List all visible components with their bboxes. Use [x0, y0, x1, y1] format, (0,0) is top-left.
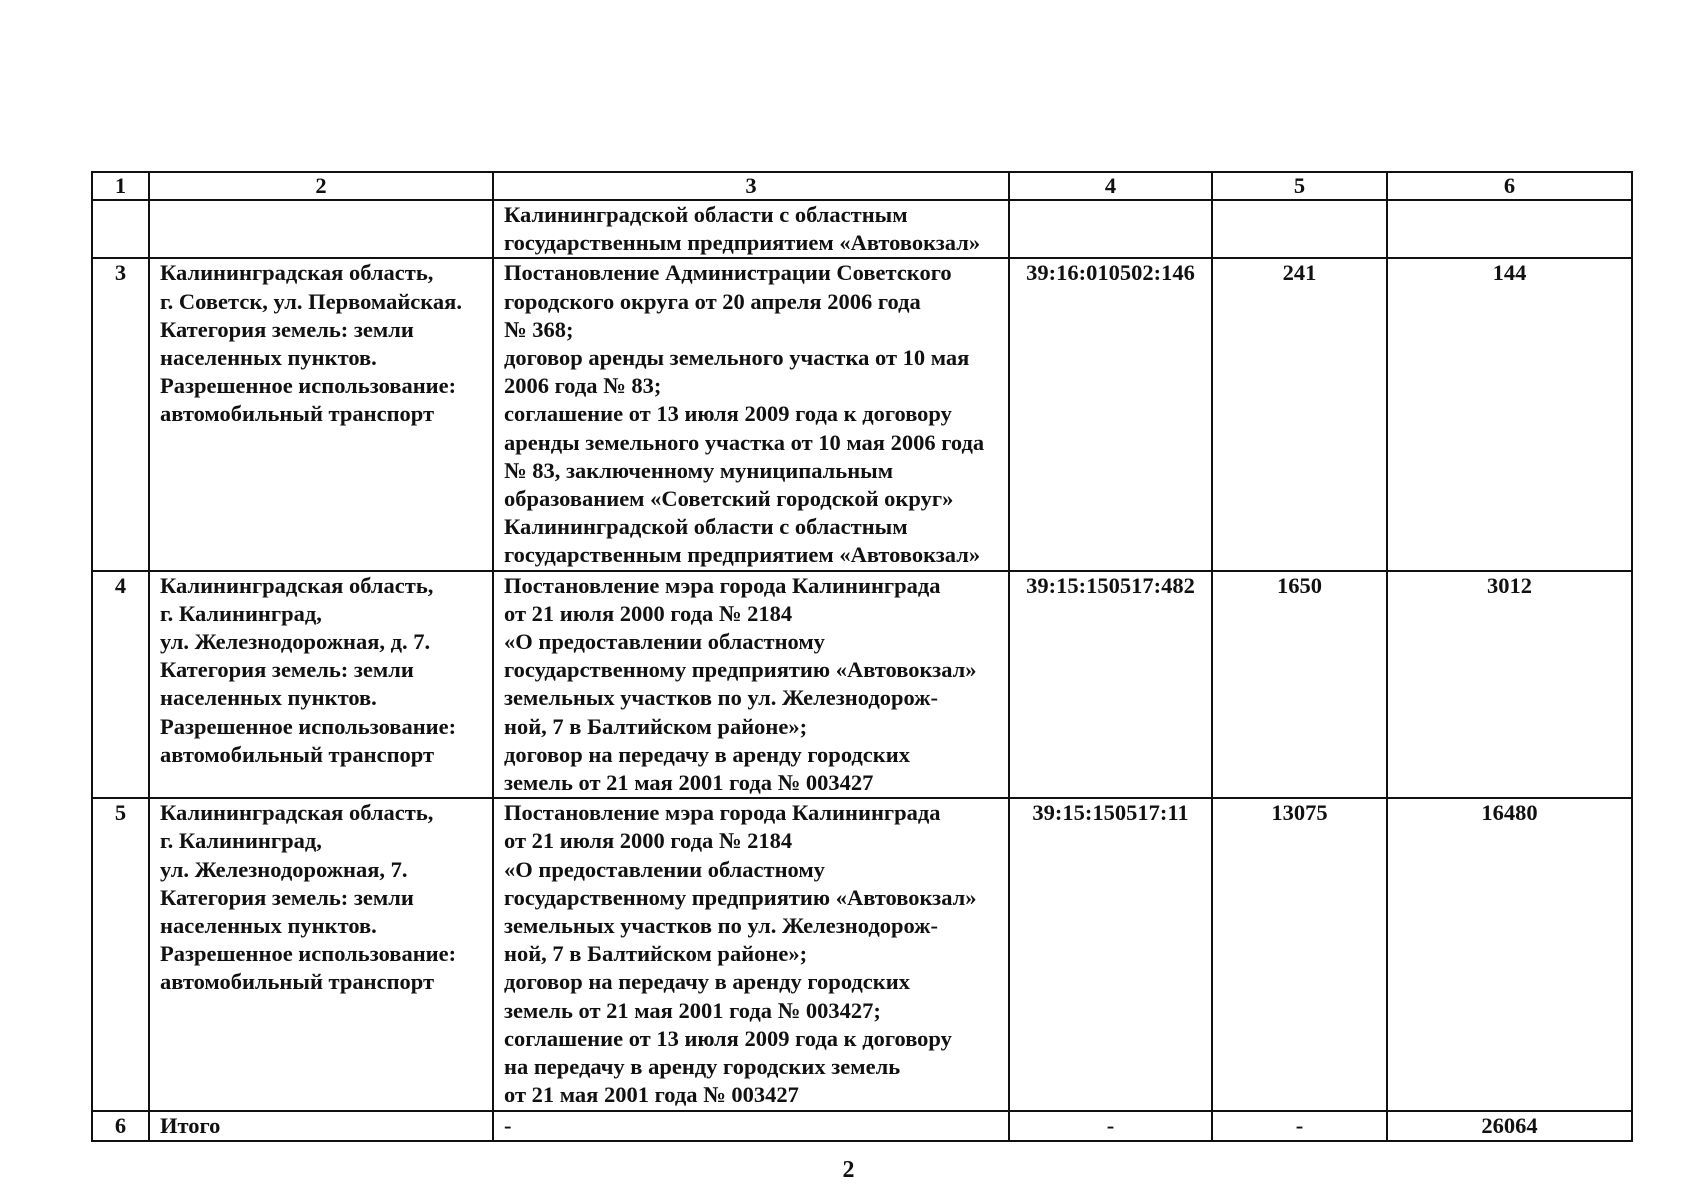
- value-column-6: 16480: [1387, 798, 1632, 1110]
- legal-documents: [493, 571, 1009, 799]
- text-line: г. Советск, ул. Первомайская.: [160, 288, 462, 314]
- text-line: № 368;: [504, 316, 574, 342]
- text-line: аренды земельного участка от 10 мая 2006 года: [504, 429, 985, 455]
- legal-documents: [493, 798, 1009, 1110]
- text-line: от 21 июля 2000 года № 2184: [504, 828, 793, 854]
- cadastral-number: 39:15:150517:482: [1009, 571, 1212, 799]
- text-line: от 21 мая 2001 года № 003427: [504, 1082, 799, 1108]
- table-row: [92, 258, 1632, 570]
- legal-documents: [493, 200, 1009, 258]
- column-number: 4: [1009, 172, 1212, 200]
- text-line: государственным предприятием «Автовокзал»: [504, 230, 981, 256]
- row-number: 6: [92, 1111, 149, 1141]
- text-line: земель от 21 мая 2001 года № 003427;: [504, 997, 881, 1023]
- text-line: Категория земель: земли: [160, 657, 414, 683]
- text-line: соглашение от 13 июля 2009 года к договору: [504, 401, 952, 427]
- plot-address: [149, 571, 493, 799]
- table-row: [92, 1111, 1632, 1141]
- land-plots-table: [91, 171, 1633, 1142]
- text-line: земель от 21 мая 2001 года № 003427: [504, 770, 874, 796]
- text-line: государственному предприятию «Автовокзал»: [504, 884, 977, 910]
- text-line: Разрешенное использование:: [160, 941, 457, 967]
- text-line: Постановление Администрации Советского: [504, 260, 952, 286]
- plot-address: [149, 200, 493, 258]
- row-number: 3: [92, 258, 149, 570]
- text-line: соглашение от 13 июля 2009 года к договору: [504, 1025, 952, 1051]
- text-line: населенных пунктов.: [160, 345, 377, 371]
- text-line: государственным предприятием «Автовокзал»: [504, 542, 981, 568]
- text-line: ной, 7 в Балтийском районе»;: [504, 713, 808, 739]
- text-line: Разрешенное использование:: [160, 373, 457, 399]
- cadastral-number: 39:16:010502:146: [1009, 258, 1212, 570]
- text-line: Категория земель: земли: [160, 884, 414, 910]
- value-column-5: 13075: [1212, 798, 1387, 1110]
- text-line: договор на передачу в аренду городских: [504, 969, 910, 995]
- value-column-5: 1650: [1212, 571, 1387, 799]
- text-line: 2006 года № 83;: [504, 373, 662, 399]
- column-number: 5: [1212, 172, 1387, 200]
- text-line: договор аренды земельного участка от 10 мая: [504, 345, 970, 371]
- value-column-6: 144: [1387, 258, 1632, 570]
- text-line: «О предоставлении областному: [504, 856, 825, 882]
- value-column-6: [1387, 200, 1632, 258]
- text-line: автомобильный транспорт: [160, 969, 435, 995]
- value-column-5: 241: [1212, 258, 1387, 570]
- text-line: Постановление мэра города Калининграда: [504, 800, 941, 826]
- text-line: Калининградской области с областным: [504, 202, 908, 227]
- text-line: договор на передачу в аренду городских: [504, 741, 910, 767]
- page-number: 2: [842, 1157, 855, 1183]
- cadastral-number: -: [1009, 1111, 1212, 1141]
- text-line: Итого: [160, 1112, 221, 1138]
- text-line: г. Калининград,: [160, 828, 322, 854]
- table-row: [92, 571, 1632, 799]
- row-number: 5: [92, 798, 149, 1110]
- text-line: Калининградская область,: [160, 800, 434, 826]
- row-number: 4: [92, 571, 149, 799]
- cadastral-number: [1009, 200, 1212, 258]
- text-line: Разрешенное использование:: [160, 713, 457, 739]
- text-line: № 83, заключенному муниципальным: [504, 457, 894, 483]
- column-number: 1: [92, 172, 149, 200]
- text-line: земельных участков по ул. Железнодорож-: [504, 685, 938, 711]
- text-line: ной, 7 в Балтийском районе»;: [504, 941, 808, 967]
- text-line: Калининградская область,: [160, 572, 434, 598]
- text-line: населенных пунктов.: [160, 913, 377, 939]
- text-line: населенных пунктов.: [160, 685, 377, 711]
- text-line: от 21 июля 2000 года № 2184: [504, 600, 793, 626]
- text-line: Постановление мэра города Калининграда: [504, 572, 941, 598]
- text-line: Категория земель: земли: [160, 316, 414, 342]
- text-line: образованием «Советский городской округ»: [504, 486, 954, 512]
- value-column-6: 3012: [1387, 571, 1632, 799]
- text-line: автомобильный транспорт: [160, 741, 435, 767]
- column-number: 2: [149, 172, 493, 200]
- legal-documents: [493, 1111, 1009, 1141]
- value-column-5: -: [1212, 1111, 1387, 1141]
- legal-documents: [493, 258, 1009, 570]
- cadastral-number: 39:15:150517:11: [1009, 798, 1212, 1110]
- table-row: [92, 200, 1632, 258]
- plot-address: [149, 1111, 493, 1141]
- text-line: Калининградской области с областным: [504, 514, 908, 540]
- text-line: городского округа от 20 апреля 2006 года: [504, 288, 921, 314]
- plot-address: [149, 798, 493, 1110]
- value-column-6: 26064: [1387, 1111, 1632, 1141]
- column-number: 6: [1387, 172, 1632, 200]
- text-line: -: [504, 1112, 512, 1138]
- table-row: [92, 798, 1632, 1110]
- text-line: Калининградская область,: [160, 260, 434, 286]
- text-line: на передачу в аренду городских земель: [504, 1054, 901, 1080]
- value-column-5: [1212, 200, 1387, 258]
- plot-address: [149, 258, 493, 570]
- text-line: государственному предприятию «Автовокзал»: [504, 657, 977, 683]
- text-line: ул. Железнодорожная, 7.: [160, 856, 408, 882]
- text-line: г. Калининград,: [160, 600, 322, 626]
- row-number: [92, 200, 149, 258]
- text-line: автомобильный транспорт: [160, 401, 435, 427]
- text-line: ул. Железнодорожная, д. 7.: [160, 629, 431, 655]
- text-line: земельных участков по ул. Железнодорож-: [504, 913, 938, 939]
- column-number-row: [92, 172, 1632, 200]
- text-line: «О предоставлении областному: [504, 629, 825, 655]
- column-number: 3: [493, 172, 1009, 200]
